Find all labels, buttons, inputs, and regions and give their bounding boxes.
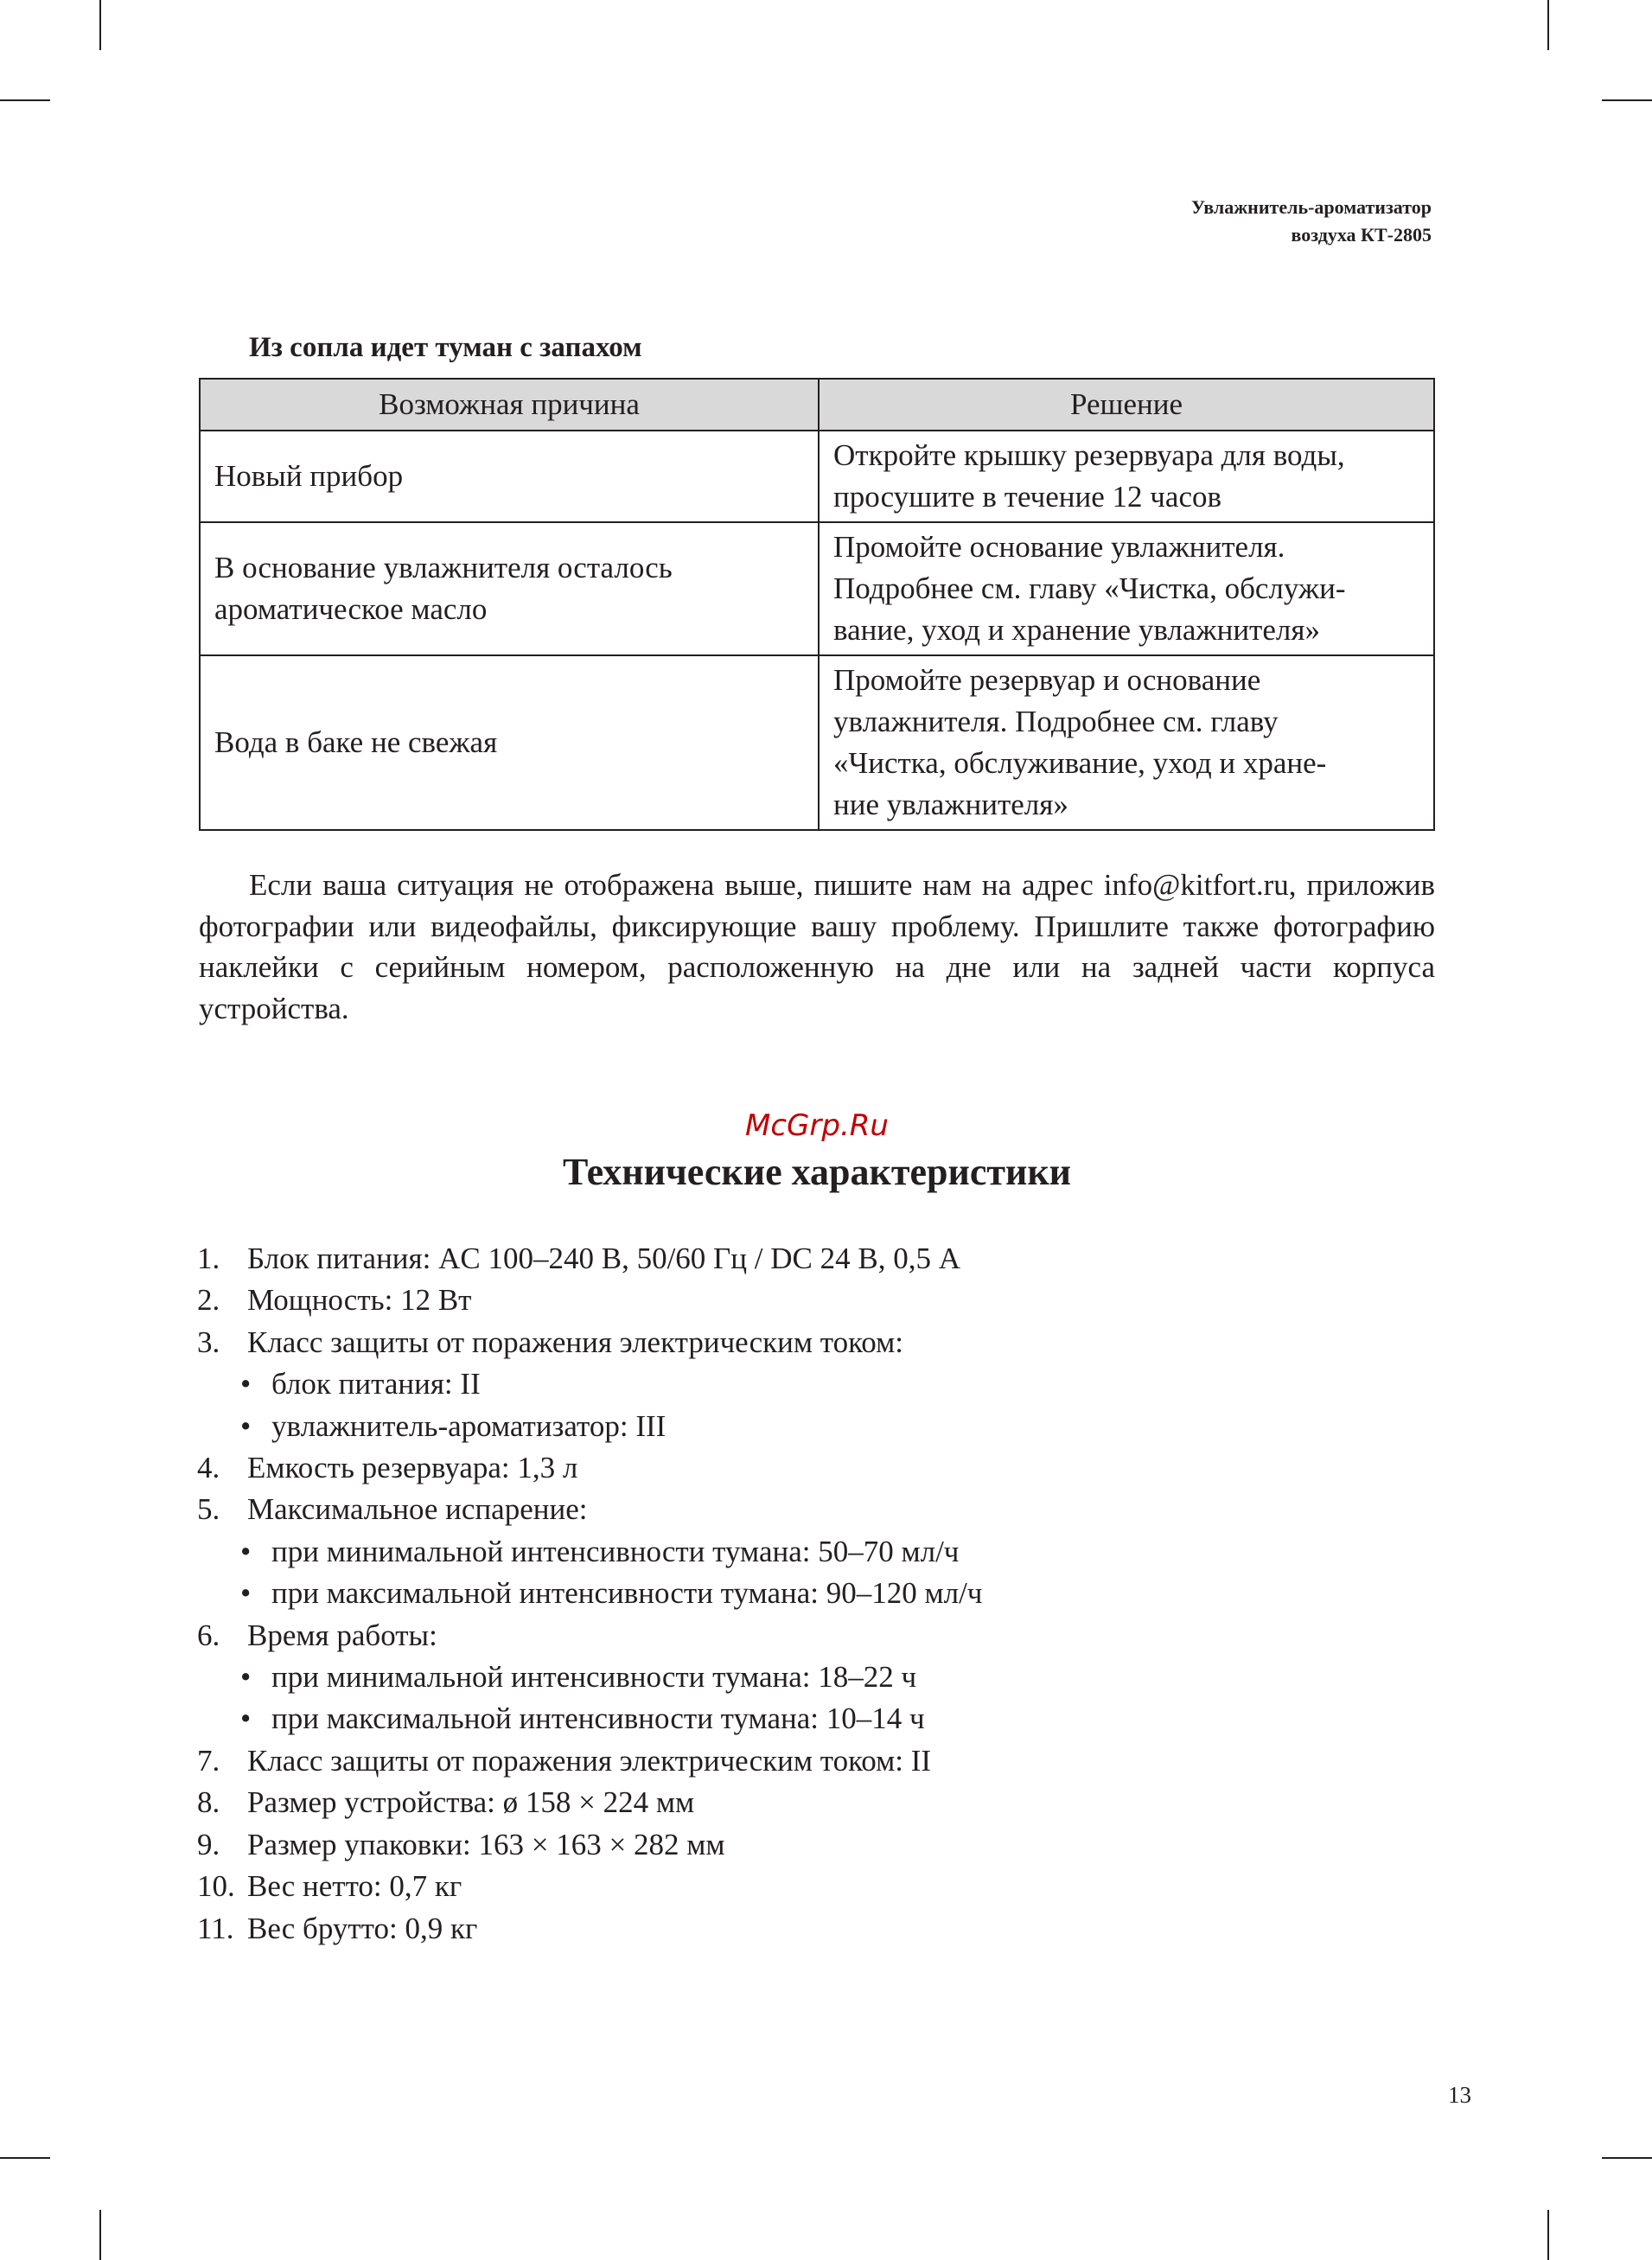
- column-header-solution: Решение: [819, 379, 1434, 431]
- solution-line: Промойте основание увлажнителя.: [833, 530, 1285, 564]
- table-row: [200, 431, 1434, 522]
- solution-line: Откройте крышку резервуара для воды,: [833, 438, 1345, 472]
- table-row: [200, 522, 1434, 655]
- spec-text: Вес нетто: 0,7 кг: [247, 1869, 462, 1904]
- spec-item: [197, 1824, 982, 1866]
- spec-text: Мощность: 12 Вт: [247, 1283, 472, 1318]
- spec-text: при минимальной интенсивности тумана: 50–70 мл/ч: [271, 1534, 960, 1568]
- header-title-line1: Увлажнитель-ароматизатор: [1190, 196, 1432, 218]
- crop-mark: [99, 0, 101, 50]
- solution-line: «Чистка, обслуживание, уход и хране-: [833, 746, 1327, 780]
- item-number: 3.: [197, 1325, 220, 1359]
- contact-paragraph: Если ваша ситуация не отображена выше, пишите нам на адрес info@kitfort.ru, приложив фотографии или видеофайлы, фиксирующие вашу проблему. Пришлите также фотографию наклейки с серийным номером, расположенную на дне или на задней части корпуса устройства.: [199, 868, 1435, 1025]
- spec-text: при максимальной интенсивности тумана: 10–14 ч: [271, 1701, 925, 1736]
- solution-line: Промойте резервуар и основание: [833, 663, 1261, 697]
- bullet-marker: •: [240, 1576, 252, 1611]
- running-header: [1191, 194, 1432, 249]
- spec-item: [197, 1615, 982, 1657]
- spec-subitem: [197, 1531, 982, 1573]
- cause-cell: Вода в баке не свежая: [200, 655, 819, 830]
- spec-item: [197, 1280, 982, 1321]
- crop-mark: [1602, 99, 1652, 101]
- bullet-marker: •: [240, 1408, 252, 1443]
- spec-text: при максимальной интенсивности тумана: 90–120 мл/ч: [271, 1576, 983, 1611]
- solution-cell: [819, 431, 1434, 522]
- table-header-row: [200, 379, 1434, 431]
- spec-item: [197, 1740, 982, 1782]
- page-number: 13: [1448, 2082, 1471, 2108]
- item-number: 7.: [197, 1743, 220, 1778]
- bullet-marker: •: [240, 1701, 252, 1736]
- bullet-marker: •: [240, 1367, 252, 1401]
- bullet-marker: •: [240, 1534, 252, 1568]
- specs-title: Технические характеристики: [562, 1151, 1072, 1193]
- item-number: 11.: [197, 1911, 234, 1945]
- spec-text: Вес брутто: 0,9 кг: [247, 1911, 478, 1945]
- spec-text: увлажнитель-ароматизатор: III: [271, 1408, 667, 1443]
- spec-subitem: [197, 1698, 982, 1740]
- solution-line: Подробнее см. главу «Чистка, обслужи-: [833, 571, 1346, 605]
- item-number: 5.: [197, 1492, 220, 1527]
- spec-item: [197, 1782, 982, 1823]
- spec-subitem: [197, 1406, 982, 1447]
- item-number: 10.: [197, 1869, 235, 1904]
- bullet-marker: •: [240, 1660, 252, 1695]
- spec-text: Время работы:: [247, 1618, 437, 1652]
- cause-cell: Новый прибор: [200, 431, 819, 522]
- crop-mark: [1602, 2157, 1652, 2159]
- solution-cell: [819, 655, 1434, 830]
- spec-text: Блок питания: AC 100–240 В, 50/60 Гц / DC 24 В, 0,5 А: [247, 1242, 960, 1275]
- spec-text: блок питания: II: [271, 1367, 481, 1401]
- item-number: 8.: [197, 1785, 220, 1820]
- header-title-line2: воздуха КТ-2805: [1291, 224, 1432, 246]
- column-header-cause: Возможная причина: [200, 379, 819, 431]
- spec-text: Емкость резервуара: 1,3 л: [247, 1451, 578, 1485]
- item-number: 1.: [197, 1242, 220, 1275]
- spec-text: при минимальной интенсивности тумана: 18–22 ч: [271, 1660, 917, 1695]
- watermark-logo: McGrp.Ru: [745, 1108, 889, 1143]
- spec-text: Размер устройства: ø 158 × 224 мм: [247, 1785, 695, 1820]
- solution-line: ние увлажнителя»: [833, 788, 1068, 821]
- spec-item: [197, 1866, 982, 1907]
- section-subtitle: Из сопла идет туман с запахом: [249, 332, 642, 363]
- item-number: 6.: [197, 1618, 220, 1652]
- solution-line: увлажнителя. Подробнее см. главу: [833, 705, 1279, 738]
- crop-mark: [1547, 0, 1549, 50]
- spec-subitem: [197, 1363, 982, 1405]
- cause-cell: В основание увлажнителя осталось ароматическое масло: [200, 522, 819, 655]
- solution-line: вание, уход и хранение увлажнителя»: [833, 613, 1320, 647]
- crop-mark: [0, 2157, 50, 2159]
- spec-item: [197, 1447, 982, 1489]
- spec-text: Класс защиты от поражения электрическим током: II: [247, 1743, 932, 1778]
- crop-mark: [99, 2210, 101, 2260]
- crop-mark: [0, 99, 50, 101]
- spec-subitem: [197, 1573, 982, 1614]
- crop-mark: [1547, 2210, 1549, 2260]
- spec-item: [197, 1322, 982, 1363]
- spec-item: [197, 1489, 982, 1530]
- troubleshooting-table: [199, 378, 1435, 831]
- item-number: 4.: [197, 1451, 220, 1485]
- spec-text: Максимальное испарение:: [247, 1492, 588, 1527]
- item-number: 9.: [197, 1827, 220, 1861]
- spec-text: Класс защиты от поражения электрическим током:: [247, 1325, 904, 1359]
- specs-list: [197, 1238, 982, 1950]
- item-number: 2.: [197, 1283, 220, 1318]
- spec-item: [197, 1238, 982, 1280]
- spec-item: [197, 1908, 982, 1950]
- spec-subitem: [197, 1657, 982, 1698]
- solution-line: просушите в течение 12 часов: [833, 480, 1222, 514]
- solution-cell: [819, 522, 1434, 655]
- table-row: [200, 655, 1434, 830]
- spec-text: Размер упаковки: 163 × 163 × 282 мм: [247, 1827, 725, 1861]
